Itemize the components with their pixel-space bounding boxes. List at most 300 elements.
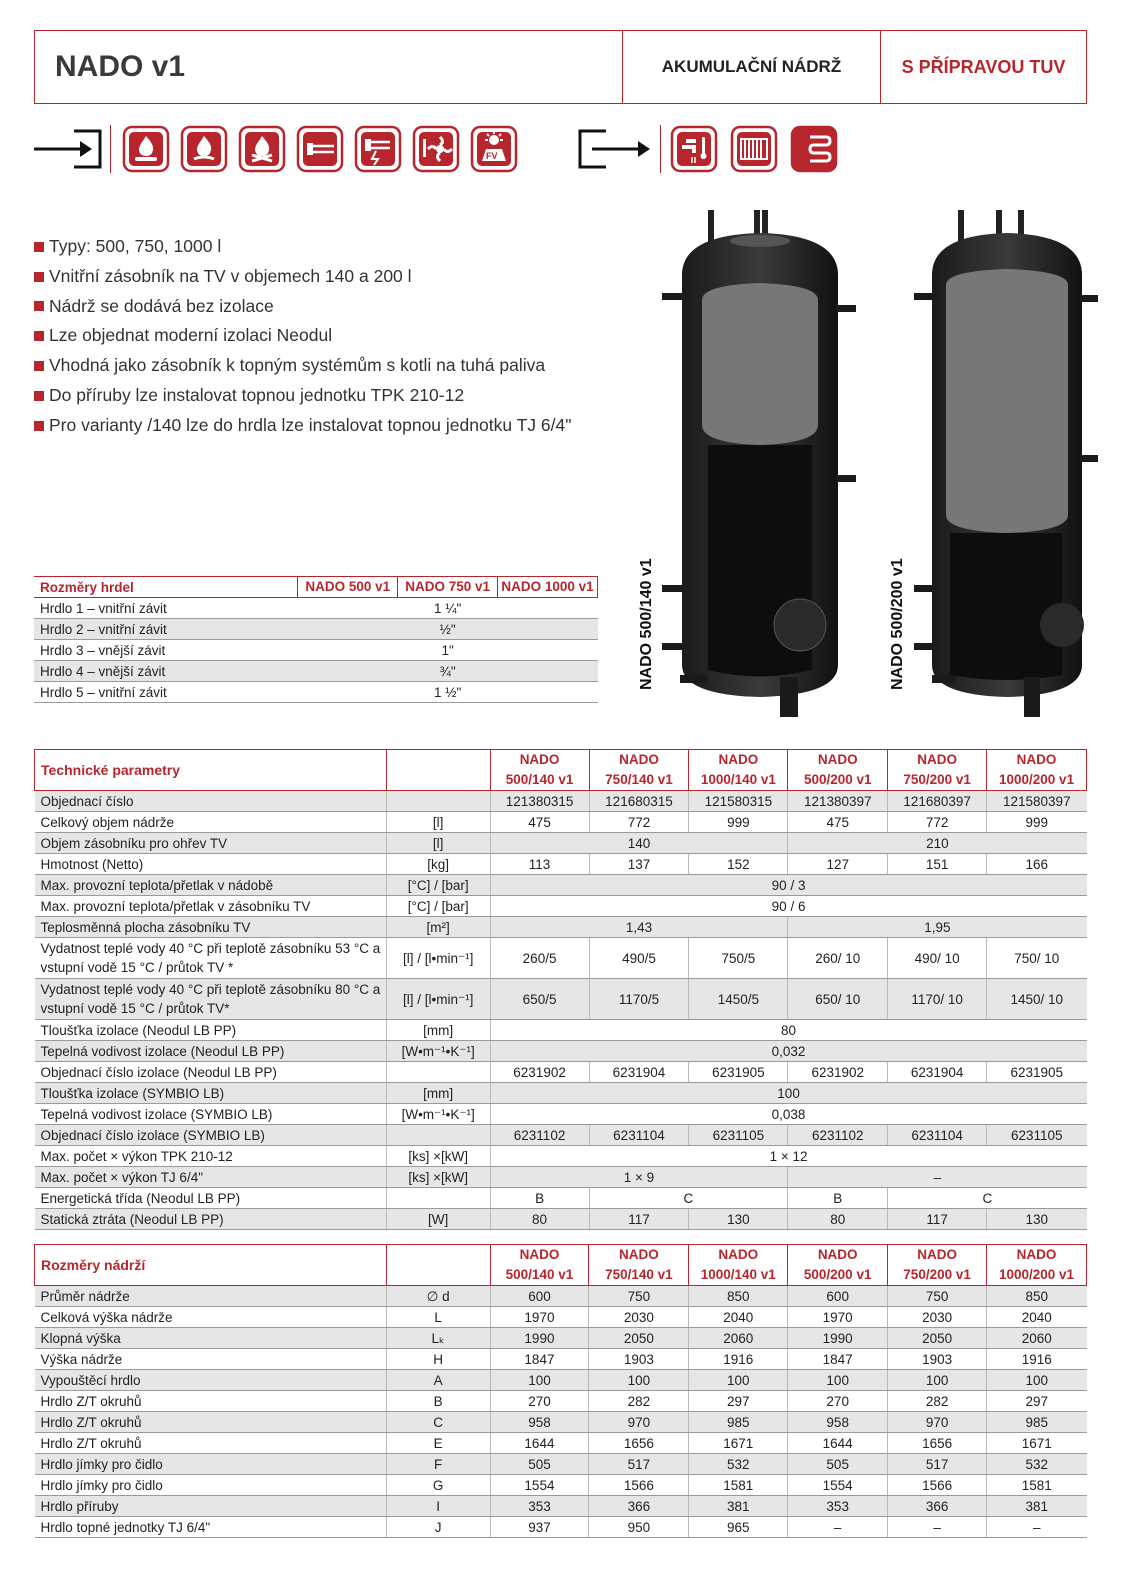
bullet-icon xyxy=(34,242,44,252)
table-row xyxy=(34,619,598,640)
cell-value: 282 xyxy=(888,1391,987,1412)
cell-value: 970 xyxy=(888,1412,987,1433)
table-title: Technické parametry xyxy=(35,750,387,791)
row-label: Hrdlo jímky pro čidlo xyxy=(35,1475,387,1496)
unit-cell: [ks] ×[kW] xyxy=(386,1146,490,1167)
cell-value: 2050 xyxy=(589,1328,689,1349)
cell-value: 1970 xyxy=(788,1307,888,1328)
row-label: Vydatnost teplé vody 40 °C při teplotě zásobníku 53 °C a vstupní vodě 15 °C / průtok TV * xyxy=(35,938,387,979)
fv-label: FV xyxy=(486,151,498,161)
row-label: Objednací číslo izolace (Neodul LB PP) xyxy=(35,1062,387,1083)
rozmery-hrdel-table xyxy=(34,576,598,703)
cell-value: 750/5 xyxy=(689,938,788,979)
unit-cell xyxy=(386,791,490,812)
table-row xyxy=(35,938,1087,979)
unit-cell: Lₖ xyxy=(386,1328,490,1349)
row-label: Hrdlo 4 – vnější závit xyxy=(34,661,298,682)
list-item: Pro varianty /140 lze do hrdla lze instalovat topnou jednotku TJ 6/4" xyxy=(34,411,571,441)
table-row xyxy=(35,1188,1087,1209)
column-header: NADO 750 v1 xyxy=(398,577,498,598)
row-label: Hrdlo 3 – vnější závit xyxy=(34,640,298,661)
cell-value: 1554 xyxy=(788,1475,888,1496)
cell-value: 117 xyxy=(589,1209,689,1230)
tank-500-200-image xyxy=(912,205,1102,725)
cell-value: 850 xyxy=(987,1286,1087,1307)
bullet-icon xyxy=(34,272,44,282)
row-label: Hrdlo jímky pro čidlo xyxy=(35,1454,387,1475)
unit-cell: [l] / [l•min⁻¹] xyxy=(386,979,490,1020)
table-row xyxy=(35,1209,1087,1230)
cell-value: 650/5 xyxy=(490,979,589,1020)
model-name: NADO xyxy=(718,752,759,767)
cell-value: 750 xyxy=(888,1286,987,1307)
cell-value: ½" xyxy=(298,619,598,640)
cell-value: 999 xyxy=(689,812,788,833)
model-name: NADO xyxy=(1016,1247,1057,1262)
row-label: Tloušťka izolace (SYMBIO LB) xyxy=(35,1083,387,1104)
cell-value: 475 xyxy=(490,812,589,833)
table-row xyxy=(35,1020,1087,1041)
row-label: Celková výška nádrže xyxy=(35,1307,387,1328)
cell-value: 1990 xyxy=(490,1328,589,1349)
column-header xyxy=(589,1245,689,1286)
table-row xyxy=(35,854,1087,875)
list-item: Vhodná jako zásobník k topným systémům s kotli na tuhá paliva xyxy=(34,351,571,381)
cell-value: 270 xyxy=(788,1391,888,1412)
cell-value: 353 xyxy=(490,1496,589,1517)
cell-value: 100 xyxy=(689,1370,788,1391)
model-variant: 500/140 v1 xyxy=(505,772,574,787)
cell-value: 270 xyxy=(490,1391,589,1412)
cell-value: 1903 xyxy=(888,1349,987,1370)
cell-value: 1450/5 xyxy=(689,979,788,1020)
unit-cell: E xyxy=(386,1433,490,1454)
table-row xyxy=(34,661,598,682)
unit-cell xyxy=(386,1125,490,1146)
bullet-icon xyxy=(34,301,44,311)
table-row xyxy=(35,1083,1087,1104)
model-name: NADO xyxy=(619,752,659,767)
table-title: Rozměry nádrží xyxy=(35,1245,387,1286)
unit-cell: C xyxy=(386,1412,490,1433)
table-row xyxy=(35,1167,1087,1188)
cell-value: 6231904 xyxy=(888,1062,987,1083)
cell-value: 6231105 xyxy=(987,1125,1087,1146)
cell-value: B xyxy=(788,1188,888,1209)
cell-value: 750/ 10 xyxy=(987,938,1087,979)
cell-value: 937 xyxy=(490,1517,589,1538)
table-row xyxy=(35,1104,1087,1125)
cell-value: 166 xyxy=(987,854,1087,875)
cell-value: 1916 xyxy=(987,1349,1087,1370)
cell-value: 297 xyxy=(987,1391,1087,1412)
cell-value: 950 xyxy=(589,1517,689,1538)
solid-fuel-boiler-icon xyxy=(122,125,170,173)
unit-cell: F xyxy=(386,1454,490,1475)
cell-value: 366 xyxy=(589,1496,689,1517)
cell-value: 260/5 xyxy=(490,938,589,979)
unit-cell: [l] xyxy=(386,812,490,833)
cell-value: 152 xyxy=(689,854,788,875)
row-label: Objednací číslo izolace (SYMBIO LB) xyxy=(35,1125,387,1146)
cell-value: 381 xyxy=(689,1496,788,1517)
table-row xyxy=(34,598,598,619)
cell-value: 121680315 xyxy=(589,791,689,812)
divider xyxy=(110,125,111,173)
column-header: NADO 500 v1 xyxy=(298,577,398,598)
model-variant: 1000/140 v1 xyxy=(700,772,776,787)
cell-value: 1" xyxy=(298,640,598,661)
cell-value: 505 xyxy=(788,1454,888,1475)
radiator-icon xyxy=(730,125,778,173)
cell-value: 1450/ 10 xyxy=(987,979,1087,1020)
feature-list xyxy=(34,232,571,441)
cell-value: 1554 xyxy=(490,1475,589,1496)
cell-value: 2030 xyxy=(589,1307,689,1328)
unit-cell: [W] xyxy=(386,1209,490,1230)
cell-value: 353 xyxy=(788,1496,888,1517)
cell-value: 490/ 10 xyxy=(888,938,987,979)
cell-value: 965 xyxy=(689,1517,788,1538)
cell-value: 6231105 xyxy=(689,1125,788,1146)
table-row xyxy=(35,1125,1087,1146)
cell-value: 772 xyxy=(589,812,689,833)
column-header xyxy=(689,1245,788,1286)
table-header xyxy=(35,1245,1087,1286)
photovoltaic-icon xyxy=(470,125,518,173)
technicke-parametry-table xyxy=(34,749,1087,1230)
cell-value: 6231102 xyxy=(490,1125,589,1146)
cell-value: 999 xyxy=(987,812,1087,833)
table-row xyxy=(35,1391,1087,1412)
row-label: Teplosměnná plocha zásobníku TV xyxy=(35,917,387,938)
cell-value: 1656 xyxy=(589,1433,689,1454)
model-variant: 1000/200 v1 xyxy=(998,1267,1075,1282)
model-name: NADO xyxy=(817,1247,858,1262)
table-row xyxy=(35,1454,1087,1475)
list-item: Nádrž se dodává bez izolace xyxy=(34,292,571,322)
table-row xyxy=(35,1475,1087,1496)
floor-heating-icon xyxy=(790,125,838,173)
column-header xyxy=(589,750,689,791)
unit-cell: I xyxy=(386,1496,490,1517)
cell-value: 6231104 xyxy=(589,1125,689,1146)
table-header xyxy=(35,750,1087,791)
unit-cell: [°C] / [bar] xyxy=(386,896,490,917)
cell-value: 1656 xyxy=(888,1433,987,1454)
table-row xyxy=(35,1328,1087,1349)
cell-value: 117 xyxy=(888,1209,987,1230)
cell-value: 1990 xyxy=(788,1328,888,1349)
cell-value: 121380315 xyxy=(490,791,589,812)
cell-value: 772 xyxy=(888,812,987,833)
table-row xyxy=(35,833,1087,854)
table-row xyxy=(35,1286,1087,1307)
table-row xyxy=(34,682,598,703)
cell-value: 958 xyxy=(490,1412,589,1433)
table-row xyxy=(35,1041,1087,1062)
column-header xyxy=(788,1245,888,1286)
cell-value: 1581 xyxy=(987,1475,1087,1496)
cell-value: 100 xyxy=(589,1370,689,1391)
unit-cell: [m²] xyxy=(386,917,490,938)
unit-cell: [l] xyxy=(386,833,490,854)
unit-cell: [W•m⁻¹•K⁻¹] xyxy=(386,1041,490,1062)
cell-value: 113 xyxy=(490,854,589,875)
cell-value: 260/ 10 xyxy=(788,938,888,979)
cell-value: 366 xyxy=(888,1496,987,1517)
cell-value: 2040 xyxy=(689,1307,788,1328)
cell-value: 1847 xyxy=(490,1349,589,1370)
cell-value: 490/5 xyxy=(589,938,689,979)
cell-value: 475 xyxy=(788,812,888,833)
cell-value: 505 xyxy=(490,1454,589,1475)
cell-value: 0,032 xyxy=(490,1041,1086,1062)
cell-value: 100 xyxy=(888,1370,987,1391)
cell-value: 90 / 6 xyxy=(490,896,1086,917)
tank-label: NADO 500/200 v1 xyxy=(889,558,906,690)
cell-value: 297 xyxy=(689,1391,788,1412)
unit-cell: B xyxy=(386,1391,490,1412)
cell-value: 121380397 xyxy=(788,791,888,812)
row-label: Hmotnost (Netto) xyxy=(35,854,387,875)
cell-value: 80 xyxy=(788,1209,888,1230)
model-variant: 500/200 v1 xyxy=(803,772,872,787)
tank-500-140-image xyxy=(660,205,860,725)
fireplace-icon xyxy=(238,125,286,173)
electric-heater-icon xyxy=(296,125,344,173)
cell-value: 1970 xyxy=(490,1307,589,1328)
gas-boiler-icon xyxy=(180,125,228,173)
cell-value: 6231904 xyxy=(589,1062,689,1083)
cell-value: 6231905 xyxy=(987,1062,1087,1083)
unit-cell: ∅ d xyxy=(386,1286,490,1307)
model-variant: 750/200 v1 xyxy=(903,772,971,787)
column-header xyxy=(888,750,987,791)
row-label: Vydatnost teplé vody 40 °C při teplotě zásobníku 80 °C a vstupní vodě 15 °C / průtok TV* xyxy=(35,979,387,1020)
cell-value: 140 xyxy=(490,833,788,854)
cell-value: 2030 xyxy=(888,1307,987,1328)
row-label: Hrdlo 1 – vnitřní závit xyxy=(34,598,298,619)
heating-element-icon xyxy=(354,125,402,173)
row-label: Energetická třída (Neodul LB PP) xyxy=(35,1188,387,1209)
table-row xyxy=(35,917,1087,938)
list-item: Vnitřní zásobník na TV v objemech 140 a 200 l xyxy=(34,262,571,292)
row-label: Tepelná vodivost izolace (Neodul LB PP) xyxy=(35,1041,387,1062)
cell-value: 1,43 xyxy=(490,917,788,938)
cell-value: 532 xyxy=(987,1454,1087,1475)
product-category: AKUMULAČNÍ NÁDRŽ xyxy=(623,31,881,103)
column-header xyxy=(490,1245,589,1286)
row-label: Statická ztráta (Neodul LB PP) xyxy=(35,1209,387,1230)
header-bar xyxy=(34,30,1087,104)
cell-value: 1 × 12 xyxy=(490,1146,1086,1167)
cell-value: 1644 xyxy=(788,1433,888,1454)
cell-value: 970 xyxy=(589,1412,689,1433)
model-variant: 500/140 v1 xyxy=(505,1267,574,1282)
cell-value: 1644 xyxy=(490,1433,589,1454)
unit-cell: [mm] xyxy=(386,1083,490,1104)
row-label: Průměr nádrže xyxy=(35,1286,387,1307)
model-variant: 1000/200 v1 xyxy=(999,772,1075,787)
cell-value: 2060 xyxy=(987,1328,1087,1349)
table-row xyxy=(34,640,598,661)
unit-cell: [W•m⁻¹•K⁻¹] xyxy=(386,1104,490,1125)
table-row xyxy=(35,1146,1087,1167)
unit-cell: G xyxy=(386,1475,490,1496)
bullet-icon xyxy=(34,331,44,341)
bullet-icon xyxy=(34,361,44,371)
cell-value: 282 xyxy=(589,1391,689,1412)
cell-value: 985 xyxy=(689,1412,788,1433)
cell-value: 137 xyxy=(589,854,689,875)
table-row xyxy=(35,1307,1087,1328)
cell-value: 100 xyxy=(490,1370,589,1391)
cell-value: 80 xyxy=(490,1020,1086,1041)
table-row xyxy=(35,979,1087,1020)
cell-value: 517 xyxy=(888,1454,987,1475)
cell-value: 650/ 10 xyxy=(788,979,888,1020)
table-title: Rozměry hrdel xyxy=(34,577,298,598)
model-name: NADO xyxy=(917,1247,957,1262)
table-row xyxy=(35,812,1087,833)
model-name: NADO xyxy=(817,752,858,767)
cell-value: 6231104 xyxy=(888,1125,987,1146)
unit-header xyxy=(386,750,490,791)
row-label: Objednací číslo xyxy=(35,791,387,812)
bullet-icon xyxy=(34,391,44,401)
cell-value: 1916 xyxy=(689,1349,788,1370)
cell-value: 381 xyxy=(987,1496,1087,1517)
cell-value: – xyxy=(788,1167,1087,1188)
unit-cell: H xyxy=(386,1349,490,1370)
cell-value: 532 xyxy=(689,1454,788,1475)
row-label: Vypouštěcí hrdlo xyxy=(35,1370,387,1391)
cell-value: 6231902 xyxy=(788,1062,888,1083)
arrow-in-icon xyxy=(34,125,104,173)
row-label: Max. počet × výkon TJ 6/4" xyxy=(35,1167,387,1188)
cell-value: ¾" xyxy=(298,661,598,682)
rozmery-nadrzi-table xyxy=(34,1244,1087,1538)
cell-value: 1671 xyxy=(689,1433,788,1454)
cell-value: 0,038 xyxy=(490,1104,1086,1125)
column-header xyxy=(788,750,888,791)
divider xyxy=(660,125,661,173)
cell-value: 1581 xyxy=(689,1475,788,1496)
row-label: Klopná výška xyxy=(35,1328,387,1349)
cell-value: 985 xyxy=(987,1412,1087,1433)
cell-value: C xyxy=(888,1188,1087,1209)
model-variant: 500/200 v1 xyxy=(803,1267,872,1282)
model-name: NADO xyxy=(519,752,560,767)
model-name: NADO xyxy=(718,1247,759,1262)
cell-value: – xyxy=(987,1517,1087,1538)
cell-value: 100 xyxy=(490,1083,1086,1104)
cell-value: 151 xyxy=(888,854,987,875)
cell-value: – xyxy=(888,1517,987,1538)
cell-value: 121680397 xyxy=(888,791,987,812)
cell-value: 121580315 xyxy=(689,791,788,812)
cell-value: 6231905 xyxy=(689,1062,788,1083)
column-header xyxy=(987,1245,1087,1286)
hot-water-tap-icon xyxy=(670,125,718,173)
table-row xyxy=(35,1370,1087,1391)
cell-value: 600 xyxy=(788,1286,888,1307)
cell-value: 1170/ 10 xyxy=(888,979,987,1020)
unit-cell: J xyxy=(386,1517,490,1538)
cell-value: 958 xyxy=(788,1412,888,1433)
column-header xyxy=(987,750,1087,791)
table-row xyxy=(35,875,1087,896)
cell-value: 90 / 3 xyxy=(490,875,1086,896)
table-row xyxy=(35,1412,1087,1433)
unit-cell: L xyxy=(386,1307,490,1328)
column-header: NADO 1000 v1 xyxy=(498,577,598,598)
row-label: Celkový objem nádrže xyxy=(35,812,387,833)
table-header xyxy=(34,577,598,598)
cell-value: 517 xyxy=(589,1454,689,1475)
row-label: Max. provozní teplota/přetlak v nádobě xyxy=(35,875,387,896)
cell-value: 600 xyxy=(490,1286,589,1307)
cell-value: 130 xyxy=(689,1209,788,1230)
cell-value: B xyxy=(490,1188,589,1209)
cell-value: 1566 xyxy=(888,1475,987,1496)
cell-value: 121580397 xyxy=(987,791,1087,812)
cell-value: 6231902 xyxy=(490,1062,589,1083)
unit-cell: [ks] ×[kW] xyxy=(386,1167,490,1188)
row-label: Hrdlo Z/T okruhů xyxy=(35,1412,387,1433)
model-variant: 1000/140 v1 xyxy=(700,1267,776,1282)
row-label: Max. provozní teplota/přetlak v zásobníku TV xyxy=(35,896,387,917)
table-row xyxy=(35,896,1087,917)
cell-value: 1671 xyxy=(987,1433,1087,1454)
list-item: Typy: 500, 750, 1000 l xyxy=(34,232,571,262)
column-header xyxy=(689,750,788,791)
heat-pump-icon xyxy=(412,125,460,173)
cell-value: 210 xyxy=(788,833,1087,854)
cell-value: 100 xyxy=(788,1370,888,1391)
model-name: NADO xyxy=(618,1247,659,1262)
cell-value: 1170/5 xyxy=(589,979,689,1020)
arrow-out-icon xyxy=(578,125,654,173)
unit-cell: [°C] / [bar] xyxy=(386,875,490,896)
cell-value: 130 xyxy=(987,1209,1087,1230)
table-row xyxy=(35,1062,1087,1083)
row-label: Hrdlo 2 – vnitřní závit xyxy=(34,619,298,640)
list-item: Lze objednat moderní izolaci Neodul xyxy=(34,321,571,351)
cell-value: 1 ½" xyxy=(298,682,598,703)
row-label: Hrdlo příruby xyxy=(35,1496,387,1517)
unit-cell xyxy=(386,1188,490,1209)
unit-cell xyxy=(386,1062,490,1083)
model-name: NADO xyxy=(519,1247,560,1262)
cell-value: 2050 xyxy=(888,1328,987,1349)
table-row xyxy=(35,1496,1087,1517)
row-label: Výška nádrže xyxy=(35,1349,387,1370)
cell-value: – xyxy=(788,1517,888,1538)
cell-value: 850 xyxy=(689,1286,788,1307)
model-variant: 750/140 v1 xyxy=(605,1267,673,1282)
unit-cell: A xyxy=(386,1370,490,1391)
model-variant: 750/200 v1 xyxy=(903,1267,971,1282)
product-tag: S PŘÍPRAVOU TUV xyxy=(901,56,1066,77)
product-title: NADO v1 xyxy=(35,31,623,103)
list-item: Do příruby lze instalovat topnou jednotku TPK 210-12 xyxy=(34,381,571,411)
cell-value: 750 xyxy=(589,1286,689,1307)
model-name: NADO xyxy=(917,752,957,767)
cell-value: 80 xyxy=(490,1209,589,1230)
table-row xyxy=(35,1517,1087,1538)
